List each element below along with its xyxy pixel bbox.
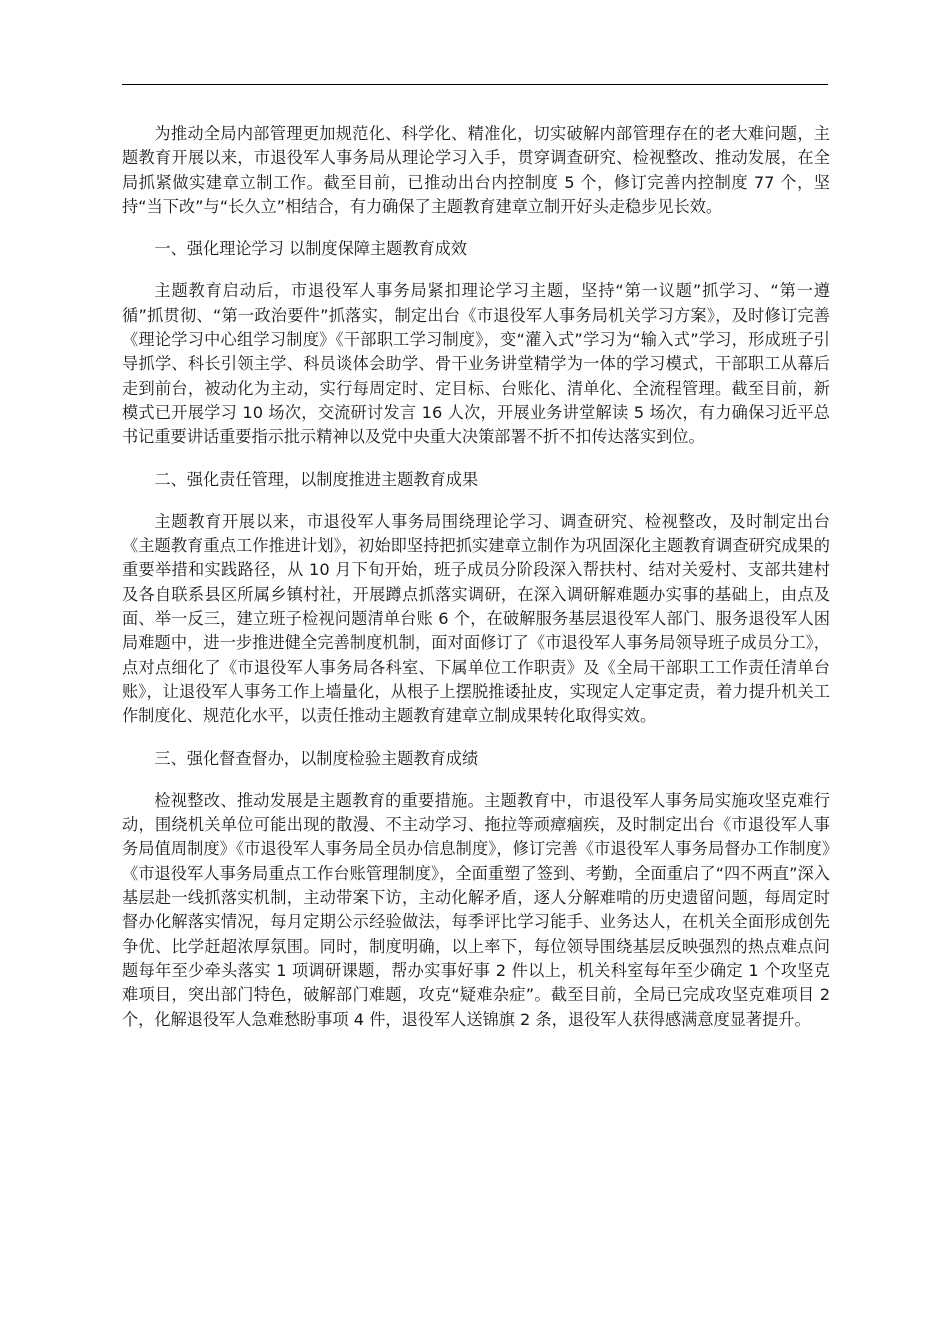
section-2-paragraph: 主题教育开展以来，市退役军人事务局围绕理论学习、调查研究、检视整改，及时制定出台《主题教育重点工作推进计划》，初始即坚持把抓实建章立制作为巩固深化主题教育调查研究成果的重要举措和实践路径，从 10 月下旬开始，班子成员分阶段深入帮扶村、结对关爱村、支部共建村及各自联系县区所属乡镇村社，开展蹲点抓落实调研，在深入调研解难题办实事的基础上，由点及面、举一反三，建立班子检视问题清单台账 6 个，在破解服务基层退役军人部门、服务退役军人困局难题中，进一步推进健全完善制度机制，面对面修订了《市退役军人事务局领导班子成员分工》，点对点细化了《市退役军人事务局各科室、下属单位工作职责》及《全局干部职工工作责任清单台账》，让退役军人事务工作上墙量化，从根子上摆脱推诿扯皮，实现定人定事定责，着力提升机关工作制度化、规范化水平，以责任推动主题教育建章立制成果转化取得实效。 <box>122 511 830 726</box>
document-body <box>122 122 836 1032</box>
section-3-heading: 三、强化督查督办，以制度检验主题教育成绩 <box>154 748 479 768</box>
section-2-heading: 二、强化责任管理，以制度推进主题教育成果 <box>154 469 479 489</box>
intro-paragraph: 为推动全局内部管理更加规范化、科学化、精准化，切实破解内部管理存在的老大难问题，主题教育开展以来，市退役军人事务局从理论学习入手，贯穿调查研究、检视整改、推动发展，在全局抓紧做实建章立制工作。截至目前，已推动出台内控制度 5 个，修订完善内控制度 77 个，坚持“当下改”与“长久立”相结合，有力确保了主题教育建章立制开好头走稳步见长效。 <box>122 124 830 216</box>
section-1-heading: 一、强化理论学习 以制度保障主题教育成效 <box>154 239 468 259</box>
section-1-paragraph: 主题教育启动后，市退役军人事务局紧扣理论学习主题，坚持“第一议题”抓学习、“第一遵循”抓贯彻、“第一政治要件”抓落实，制定出台《市退役军人事务局机关学习方案》，及时修订完善《理论学习中心组学习制度》《干部职工学习制度》，变“灌入式”学习为“输入式”学习，形成班子引导抓学、科长引领主学、科员谈体会助学、骨干业务讲堂精学为一体的学习模式，干部职工从幕后走到前台，被动化为主动，实行每周定时、定目标、台账化、清单化、全流程管理。截至目前，新模式已开展学习 10 场次，交流研讨发言 16 人次，开展业务讲堂解读 5 场次，有力确保习近平总书记重要讲话重要指示批示精神以及党中央重大决策部署不折不扣传达落实到位。 <box>122 281 830 447</box>
section-3-paragraph: 检视整改、推动发展是主题教育的重要措施。主题教育中，市退役军人事务局实施攻坚克难行动，围绕机关单位可能出现的散漫、不主动学习、拖拉等顽瘴痼疾，及时制定出台《市退役军人事务局值周制度》《市退役军人事务局全员办信息制度》，修订完善《市退役军人事务局督办工作制度》《市退役军人事务局重点工作台账管理制度》，全面重塑了签到、考勤，全面重启了“四不两直”深入基层赴一线抓落实机制，主动带案下访，主动化解矛盾，逐人分解难啃的历史遗留问题，每周定时督办化解落实情况，每月定期公示经验做法，每季评比学习能手、业务达人，在机关全面形成创先争优、比学赶超浓厚氛围。同时，制度明确，以上率下，每位领导围绕基层反映强烈的热点难点问题每年至少牵头落实 1 项调研课题，帮办实事好事 2 件以上，机关科室每年至少确定 1 个攻坚克难项目，突出部门特色，破解部门难题，攻克“疑难杂症”。截至目前，全局已完成攻坚克难项目 2 个，化解退役军人急难愁盼事项 4 件，退役军人送锦旗 2 条，退役军人获得感满意度显著提升。 <box>122 790 836 1029</box>
header-rule <box>122 84 828 85</box>
